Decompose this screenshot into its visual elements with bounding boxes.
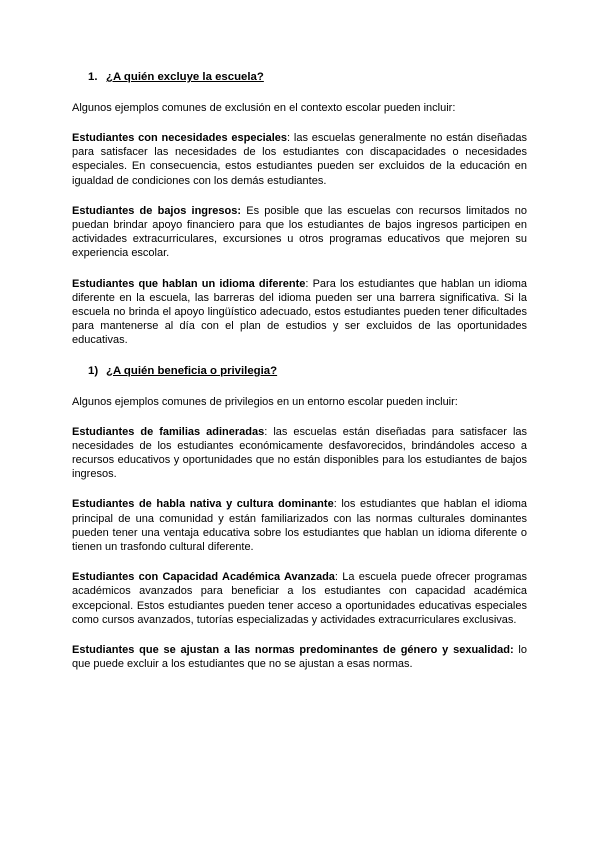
section-heading-privilegio (88, 364, 527, 378)
paragraph-term: Estudiantes de habla nativa y cultura dominante (72, 498, 334, 511)
paragraph-text: lo que puede excluir a los estudiantes que no se ajustan a esas normas. (72, 644, 527, 671)
paragraph-sep: : (333, 498, 337, 511)
paragraph-text: La escuela puede ofrecer programas académicos avanzados para beneficiar a los estudiantes con capacidad académica excepcional. Estos estudiantes pueden tener acceso a oportunidades educativas especiales como cursos avanzados, tutorías especializadas y actividades extracurriculares exclusivas. (72, 571, 527, 626)
paragraph-text: los estudiantes que hablan el idioma principal de una comunidad y están familiarizados con las normas culturales dominantes pueden tener una ventaja educativa sobre los estudiantes que hablan un idioma diferente o tienen un trasfondo cultural diferente. (72, 498, 527, 554)
section-heading-exclusion (88, 70, 527, 84)
paragraph-term: Estudiantes con Capacidad Académica Avanzada (72, 571, 335, 584)
section-title: ¿A quién excluye la escuela? (106, 71, 264, 83)
paragraph-sep: : (287, 132, 291, 144)
document-page (72, 70, 527, 687)
paragraph-sep: : (305, 277, 309, 290)
paragraph-idioma-diferente (72, 277, 527, 348)
paragraph-term: Estudiantes que hablan un idioma diferente (72, 277, 306, 290)
paragraph-familias-adineradas (72, 425, 527, 482)
section-intro: Algunos ejemplos comunes de exclusión en el contexto escolar pueden incluir: (72, 102, 456, 114)
paragraph-text: las escuelas generalmente no están diseñadas para satisfacer las necesidades de los estudiantes con discapacidades o necesidades especiales. En consecuencia, estos estudiantes pueden ser excluidos de la educación en igualdad de condiciones con los demás estudiantes. (72, 132, 528, 187)
section-number: 1) (88, 364, 99, 377)
paragraph-text: Es posible que las escuelas con recursos limitados no puedan brindar apoyo financiero para que los estudiantes de bajos ingresos participen en actividades extracurriculares, excursiones u otros programas educativos que mejoren su experiencia escolar. (72, 204, 527, 260)
paragraph-term: Estudiantes de bajos ingresos: (72, 204, 242, 217)
paragraph-capacidad-avanzada (72, 570, 527, 627)
paragraph-text: Para los estudiantes que hablan un idioma diferente en la escuela, las barreras del idioma pueden ser una barrera significativa. Si la escuela no brinda el apoyo lingüístico adecuado, estos estudiantes pueden tener dificultades para mantenerse al día con el plan de estudios y ser excluidos de las oportunidades educativas. (72, 277, 527, 347)
section-intro: Algunos ejemplos comunes de privilegios en un entorno escolar pueden incluir: (72, 395, 458, 408)
paragraph-term: Estudiantes que se ajustan a las normas predominantes de género y sexualidad: (72, 644, 514, 657)
paragraph-necesidades-especiales (72, 131, 527, 188)
paragraph-bajos-ingresos (72, 204, 527, 261)
paragraph-sep: : (334, 571, 338, 584)
section-title: ¿A quién beneficia o privilegia? (106, 364, 278, 377)
paragraph-sep: : (264, 425, 268, 438)
paragraph-term: Estudiantes con necesidades especiales (72, 132, 288, 144)
paragraph-term: Estudiantes de familias adineradas (72, 425, 265, 438)
paragraph-text: las escuelas están diseñadas para satisfacer las necesidades de los estudiantes económicamente desfavorecidos, brindándoles acceso a recursos educativos y oportunidades que no están disponibles para los estudiantes de bajos ingresos. (72, 425, 528, 481)
section-number: 1. (88, 71, 98, 83)
paragraph-normas-genero (72, 643, 527, 671)
paragraph-habla-nativa (72, 497, 527, 554)
